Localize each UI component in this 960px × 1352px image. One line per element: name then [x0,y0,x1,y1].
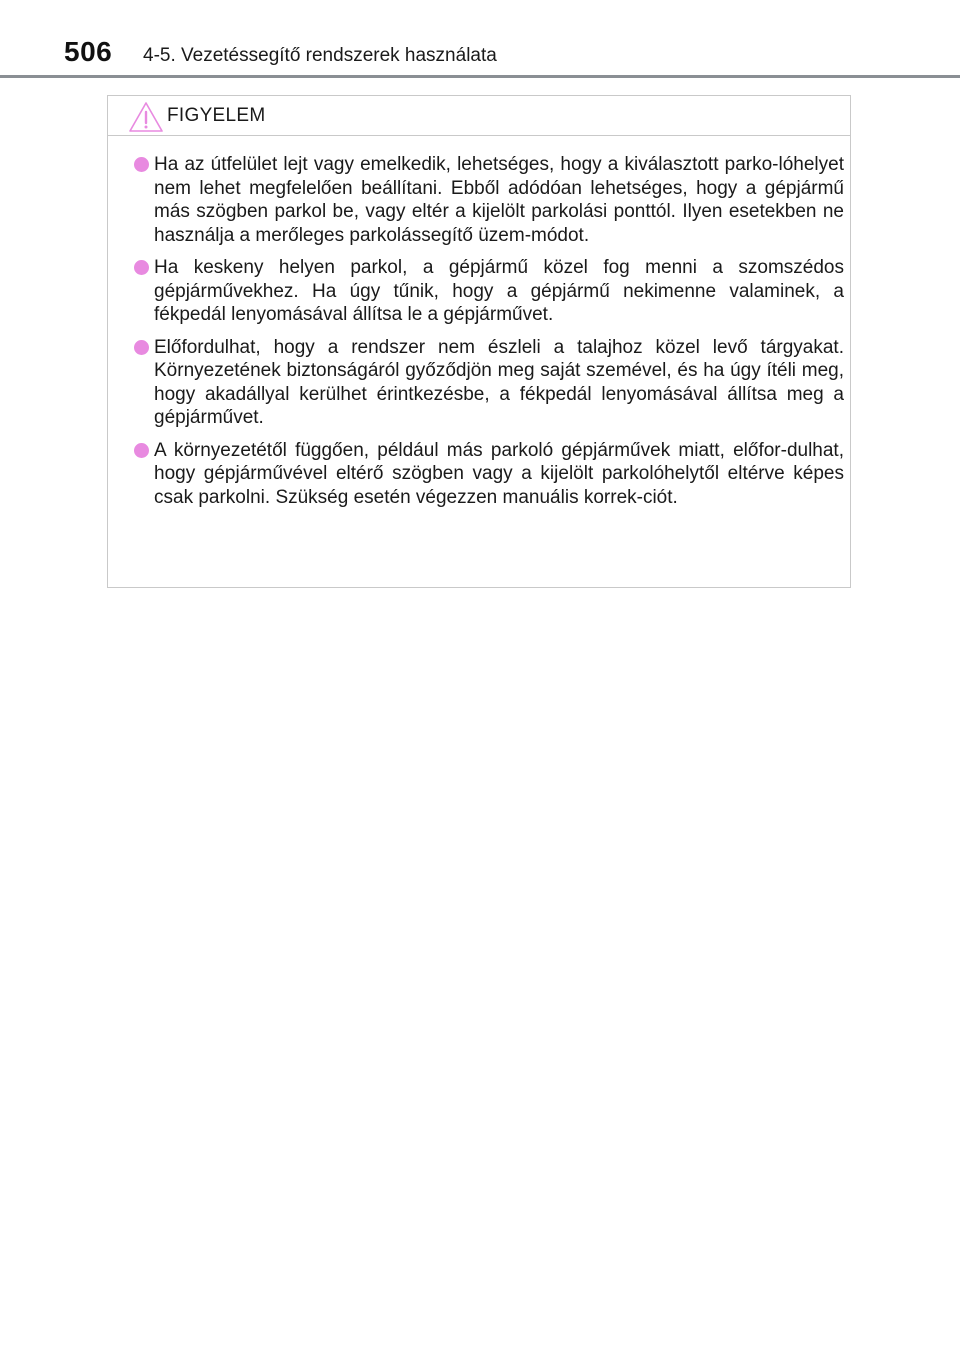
warning-item-text: Ha az útfelület lejt vagy emelkedik, lehetséges, hogy a kiválasztott parko-lóhelyet nem lehet megfelelően beállítani. Ebből adódóan lehetséges, hogy a gépjármű más szögben parkol be, vagy eltér a kijelölt parkolási ponttól. Ilyen esetekben ne használja a merőleges parkolássegítő üzem-módot. [154,154,844,246]
bullet-icon [134,340,149,355]
warning-item-text: Előfordulhat, hogy a rendszer nem észleli a talajhoz közel levő tárgyakat. Környezetének biztonságáról győződjön meg saját szemével, és ha úgy ítéli meg, hogy akadállyal kerülhet érintkezésbe, a fékpedál lenyomásával állítsa meg a gépjárművet. [154,336,844,428]
bullet-icon [134,260,149,275]
page-header [0,0,960,80]
warning-item-text: Ha keskeny helyen parkol, a gépjármű közel fog menni a szomszédos gépjárművekhez. Ha úgy tűnik, hogy a gépjármű nekimenne valaminek, a fékpedál lenyomásával állítsa le a gépjárművet. [154,257,844,325]
section-title: 4-5. Vezetéssegítő rendszerek használata [143,45,497,66]
warning-item-text: A környezetétől függően, például más parkoló gépjárművek miatt, előfor-dulhat, hogy gépjárművével eltérő szögben vagy a kijelölt parkolóhelytől eltérve képes csak parkolni. Szükség esetén végezzen manuális korrek-ciót. [154,439,844,508]
warning-list [134,153,844,518]
list-item [134,153,844,247]
list-item [134,256,844,327]
bullet-icon [134,443,149,458]
bullet-icon [134,157,149,172]
page-number: 506 [64,36,113,67]
warning-title: FIGYELEM [167,105,266,126]
list-item [134,439,844,510]
list-item [134,336,844,430]
warning-triangle-icon [128,101,164,133]
header-divider [0,75,960,78]
warning-box [107,95,851,588]
warning-header [108,96,850,136]
